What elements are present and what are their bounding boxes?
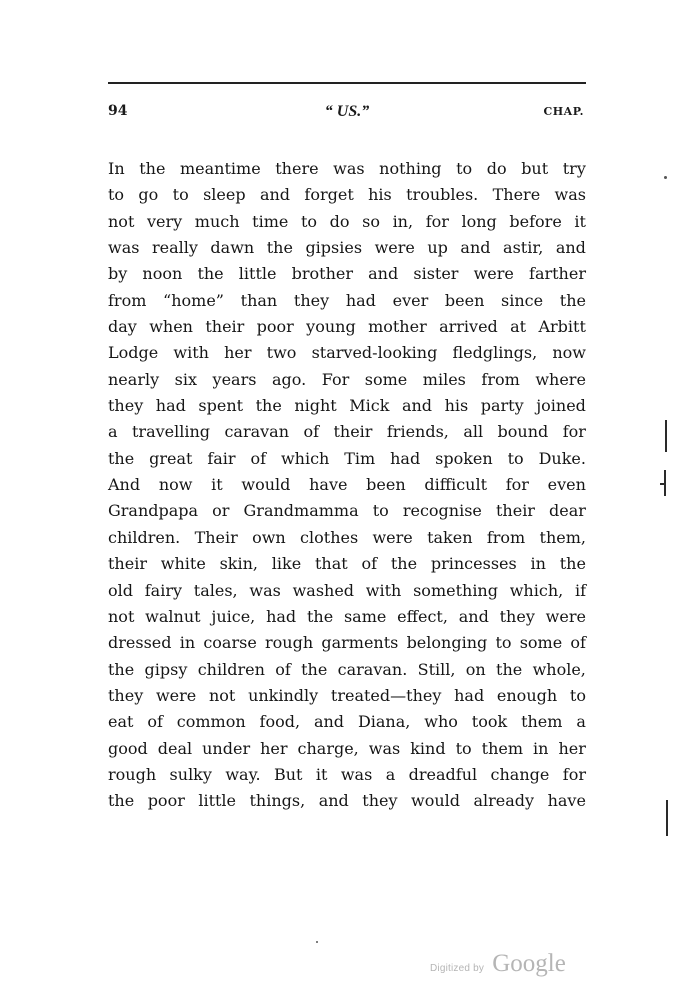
- word: to: [507, 448, 524, 468]
- word: of: [147, 712, 163, 732]
- word: poor: [256, 317, 294, 337]
- word: joined: [536, 396, 586, 416]
- word: the: [301, 659, 328, 679]
- word: caravan: [224, 422, 290, 442]
- word: before: [509, 211, 562, 231]
- word: day: [108, 317, 137, 337]
- word: ago.: [271, 369, 307, 389]
- word: the: [390, 554, 418, 574]
- word: spent: [198, 396, 244, 416]
- word: ever: [392, 290, 429, 310]
- word: would: [241, 475, 291, 495]
- text-line: [108, 235, 586, 261]
- word: garments: [321, 633, 399, 653]
- word: the: [559, 554, 586, 574]
- word: try: [562, 159, 586, 178]
- word: brother: [291, 264, 353, 284]
- word: dressed: [108, 633, 172, 653]
- word: than: [240, 290, 278, 310]
- word: had: [454, 685, 485, 705]
- word: in,: [392, 211, 414, 231]
- word: them: [481, 738, 524, 758]
- word: Mick: [349, 396, 390, 416]
- word: since: [501, 290, 544, 310]
- header-rule: [108, 82, 586, 84]
- word: fledglings,: [452, 343, 538, 363]
- word: took: [471, 712, 508, 732]
- word: meantime: [179, 159, 261, 178]
- word: good: [108, 738, 148, 758]
- word: had: [390, 448, 421, 468]
- word: Duke.: [538, 448, 586, 468]
- word: a: [385, 764, 396, 784]
- word: had: [266, 606, 297, 626]
- word: Grandmamma: [243, 501, 359, 521]
- scan-mark: [660, 483, 666, 485]
- word: nothing: [379, 159, 442, 178]
- text-line: [108, 314, 586, 340]
- word: from: [481, 369, 520, 389]
- text-line: [108, 156, 586, 182]
- word: of: [303, 422, 320, 442]
- text-line: [108, 261, 586, 287]
- text-line: [108, 551, 586, 577]
- word: rough: [108, 764, 157, 784]
- word: was: [368, 738, 401, 758]
- word: who: [424, 712, 458, 732]
- word: Grandpapa: [108, 501, 199, 521]
- word: they: [108, 685, 144, 705]
- word: juice,: [211, 606, 256, 626]
- word: her: [558, 738, 586, 758]
- word: washed: [292, 580, 355, 600]
- word: them: [521, 712, 563, 732]
- word: effect,: [397, 606, 448, 626]
- word: friends,: [386, 422, 449, 442]
- word: very: [146, 211, 183, 231]
- text-line: [108, 446, 586, 472]
- word: sulky: [169, 764, 212, 784]
- word: starved-looking: [311, 343, 438, 363]
- text-line: [108, 498, 586, 524]
- word: white: [160, 554, 206, 574]
- word: nearly: [108, 369, 160, 389]
- word: were: [374, 238, 415, 258]
- word: been: [366, 475, 406, 495]
- word: for: [562, 764, 586, 784]
- word: already: [473, 791, 535, 811]
- word: walnut: [145, 606, 201, 626]
- word: something: [413, 580, 498, 600]
- word: For: [321, 369, 350, 389]
- scan-mark: [665, 420, 667, 452]
- word: six: [174, 369, 198, 389]
- word: to: [172, 185, 189, 205]
- text-line: [108, 393, 586, 419]
- word: fair: [207, 448, 236, 468]
- word: gipsy: [144, 659, 188, 679]
- scan-speck: [316, 941, 318, 943]
- word: her: [260, 738, 288, 758]
- text-line: [108, 736, 586, 762]
- word: rough: [265, 633, 314, 653]
- word: forget: [304, 185, 354, 205]
- word: and: [458, 606, 489, 626]
- word: Still,: [417, 659, 456, 679]
- word: Arbitt: [538, 317, 586, 337]
- word: Their: [194, 527, 238, 547]
- word: from: [486, 527, 526, 547]
- word: and: [318, 791, 349, 811]
- word: with: [173, 343, 209, 363]
- word: the: [139, 159, 166, 178]
- word: their: [333, 422, 373, 442]
- word: a: [108, 422, 118, 442]
- word: like: [271, 554, 302, 574]
- word: to: [495, 633, 512, 653]
- word: the: [108, 791, 135, 811]
- word: for: [425, 211, 449, 231]
- running-title: “ US.”: [324, 103, 370, 120]
- word: two: [266, 343, 297, 363]
- word: so: [362, 211, 380, 231]
- word: farther: [529, 264, 586, 284]
- word: was: [108, 238, 140, 258]
- word: night: [294, 396, 337, 416]
- word: children: [197, 659, 265, 679]
- word: Lodge: [108, 343, 159, 363]
- word: There: [492, 185, 541, 205]
- word: have: [309, 475, 348, 495]
- text-line: [108, 630, 586, 656]
- word: some: [519, 633, 563, 653]
- word: with: [365, 580, 402, 600]
- word: spoken: [435, 448, 493, 468]
- word: and: [259, 185, 291, 205]
- text-line: [108, 525, 586, 551]
- word: in: [179, 633, 196, 653]
- word: now: [158, 475, 193, 495]
- scan-mark: [666, 800, 668, 836]
- text-line: [108, 209, 586, 235]
- text-line: [108, 709, 586, 735]
- word: to: [300, 211, 318, 231]
- word: it: [315, 764, 328, 784]
- word: her: [224, 343, 252, 363]
- word: to: [569, 685, 586, 705]
- word: to: [456, 159, 473, 178]
- running-header: [108, 103, 586, 129]
- word: which,: [509, 580, 564, 600]
- word: skin,: [219, 554, 258, 574]
- word: princesses: [430, 554, 517, 574]
- word: recognise: [402, 501, 482, 521]
- watermark-prefix: Digitized by: [430, 963, 485, 974]
- chapter-label: CHAP.: [543, 105, 584, 118]
- word: been: [444, 290, 485, 310]
- word: had: [345, 290, 376, 310]
- word: dawn: [210, 238, 255, 258]
- word: common: [176, 712, 246, 732]
- word: taken: [427, 527, 473, 547]
- word: to: [455, 738, 472, 758]
- word: the: [197, 264, 224, 284]
- word: they: [499, 606, 535, 626]
- word: by: [108, 264, 128, 284]
- word: enough: [496, 685, 558, 705]
- word: noon: [142, 264, 183, 284]
- word: even: [547, 475, 586, 495]
- word: which: [280, 448, 330, 468]
- word: from: [108, 290, 147, 310]
- word: children.: [108, 527, 181, 547]
- word: in: [530, 554, 546, 574]
- word: But: [273, 764, 303, 784]
- word: not: [208, 685, 236, 705]
- word: do: [329, 211, 350, 231]
- word: have: [547, 791, 586, 811]
- text-line: [108, 762, 586, 788]
- word: bound: [497, 422, 549, 442]
- word: there: [275, 159, 319, 178]
- word: caravan.: [337, 659, 408, 679]
- word: whole,: [532, 659, 586, 679]
- word: now: [552, 343, 586, 363]
- word: the: [559, 290, 586, 310]
- word: but: [521, 159, 549, 178]
- word: change: [490, 764, 550, 784]
- word: treated—they: [330, 685, 442, 705]
- word: they: [293, 290, 330, 310]
- word: years: [212, 369, 257, 389]
- word: do: [486, 159, 507, 178]
- word: it: [574, 211, 586, 231]
- digitized-watermark: [430, 950, 566, 978]
- word: would: [411, 791, 460, 811]
- word: where: [535, 369, 586, 389]
- word: were: [155, 685, 197, 705]
- word: great: [149, 448, 193, 468]
- word: they: [108, 396, 144, 416]
- word: deal: [157, 738, 193, 758]
- word: eat: [108, 712, 134, 732]
- text-line: [108, 340, 586, 366]
- text-line: [108, 182, 586, 208]
- word: they: [362, 791, 398, 811]
- word: the: [266, 238, 293, 258]
- word: at: [510, 317, 527, 337]
- word: fairy: [144, 580, 183, 600]
- word: sleep: [203, 185, 246, 205]
- word: the: [255, 396, 282, 416]
- word: for: [505, 475, 529, 495]
- page-number: 94: [108, 103, 128, 119]
- word: were: [545, 606, 586, 626]
- word: little: [238, 264, 277, 284]
- word: sister: [413, 264, 459, 284]
- word: and: [460, 238, 491, 258]
- text-line: [108, 657, 586, 683]
- word: his: [368, 185, 392, 205]
- body-text: [108, 156, 586, 815]
- word: go: [138, 185, 159, 205]
- word: his: [444, 396, 469, 416]
- word: when: [149, 317, 193, 337]
- word: charge,: [297, 738, 359, 758]
- word: up: [427, 238, 448, 258]
- word: it: [211, 475, 223, 495]
- word: And: [108, 475, 141, 495]
- word: young: [306, 317, 356, 337]
- word: long: [461, 211, 497, 231]
- word: some: [364, 369, 408, 389]
- text-line: [108, 472, 586, 498]
- word: in: [533, 738, 549, 758]
- text-line: [108, 788, 586, 814]
- word: and: [368, 264, 399, 284]
- word: little: [198, 791, 237, 811]
- word: of: [361, 554, 378, 574]
- word: and: [313, 712, 345, 732]
- word: troubles.: [406, 185, 479, 205]
- word: for: [562, 422, 586, 442]
- word: things,: [249, 791, 306, 811]
- text-line: [108, 683, 586, 709]
- word: kind: [410, 738, 446, 758]
- word: Diana,: [357, 712, 411, 732]
- word: difficult: [424, 475, 488, 495]
- word: own: [252, 527, 286, 547]
- word: time: [252, 211, 289, 231]
- word: and: [555, 238, 586, 258]
- word: not: [108, 211, 135, 231]
- word: was: [249, 580, 281, 600]
- word: Tim: [344, 448, 376, 468]
- word: mother: [368, 317, 427, 337]
- word: same: [343, 606, 387, 626]
- word: old: [108, 580, 133, 600]
- word: not: [108, 606, 135, 626]
- text-line: [108, 604, 586, 630]
- word: on: [465, 659, 486, 679]
- word: was: [333, 159, 365, 178]
- word: tales,: [193, 580, 238, 600]
- text-line: [108, 367, 586, 393]
- word: clothes: [300, 527, 359, 547]
- word: astir,: [503, 238, 544, 258]
- word: were: [473, 264, 514, 284]
- word: was: [340, 764, 373, 784]
- word: party: [480, 396, 524, 416]
- word: really: [151, 238, 198, 258]
- word: had: [155, 396, 186, 416]
- word: to: [372, 501, 389, 521]
- word: their: [205, 317, 245, 337]
- word: dear: [549, 501, 586, 521]
- scan-speck: [664, 176, 667, 179]
- word: travelling: [131, 422, 211, 442]
- word: them,: [539, 527, 586, 547]
- word: poor: [147, 791, 185, 811]
- watermark-brand: Google: [492, 950, 566, 977]
- word: under: [202, 738, 251, 758]
- word: a: [576, 712, 586, 732]
- word: much: [194, 211, 240, 231]
- word: that: [315, 554, 348, 574]
- word: their: [495, 501, 535, 521]
- word: of: [250, 448, 267, 468]
- word: to: [108, 185, 125, 205]
- word: gipsies: [305, 238, 363, 258]
- text-line: [108, 419, 586, 445]
- word: the: [306, 606, 334, 626]
- word: unkindly: [248, 685, 319, 705]
- word: the: [108, 659, 135, 679]
- word: all: [463, 422, 484, 442]
- word: way.: [225, 764, 261, 784]
- word: was: [554, 185, 586, 205]
- word: of: [275, 659, 291, 679]
- word: and: [401, 396, 433, 416]
- word: In: [108, 159, 125, 178]
- word: dreadful: [408, 764, 478, 784]
- word: arrived: [439, 317, 498, 337]
- word: the: [496, 659, 523, 679]
- word: belonging: [406, 633, 488, 653]
- word: “home”: [163, 290, 224, 310]
- word: if: [574, 580, 586, 600]
- word: of: [570, 633, 586, 653]
- text-line: [108, 578, 586, 604]
- word: coarse: [203, 633, 257, 653]
- word: or: [212, 501, 230, 521]
- word: the: [108, 448, 135, 468]
- word: miles: [422, 369, 466, 389]
- word: food,: [259, 712, 301, 732]
- word: were: [372, 527, 413, 547]
- word: their: [108, 554, 147, 574]
- text-line: [108, 288, 586, 314]
